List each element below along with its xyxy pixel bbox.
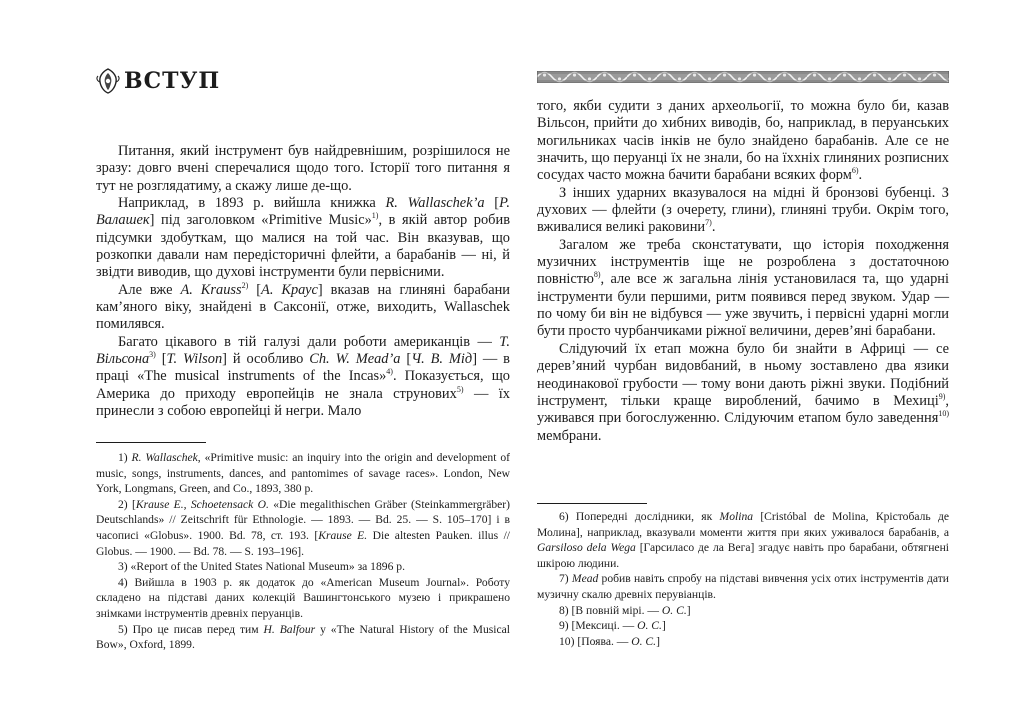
ornament-icon xyxy=(96,68,120,94)
footnote: 10) [Поява. — О. С.] xyxy=(559,634,660,648)
paragraph: Питання, який інструмент був найдревнішим, розрішилося не зразу: довго вчені сперечалися щодо того. Історії того питання я тут не розглядатиму, а скажу лише де-що. xyxy=(96,143,510,194)
paragraph: Наприклад, в 1893 р. вийшла книжка R. Wallaschek’a [Р. Валашек] під заголовком «Primitive Music»$^{1)}$, в якій автор робив підсумки здобуткам, що малися на той час. Він вказував, що розкопки давали нам передісторичні флейти, а барабанів — ні, й звідти виводив, що духові інструменти були первісними. xyxy=(96,195,511,281)
paragraph: З інших ударних вказувалося на мідні й бронзові бубенці. З духових — флейти (з очерету, глини), глиняні труби. Окрім того, вживалися великі раковини$^{7)}$. xyxy=(537,184,949,236)
right-page-body xyxy=(537,98,949,445)
footnote: 4) Вийшла в 1903 р. як додаток до «American Museum Journal». Роботу складено на підставі даних колекцій Вашингтонського музею і прикрашено знімками інструментів древніх перуанців. xyxy=(96,575,510,620)
left-footnotes xyxy=(96,450,510,653)
footnote: 6) Попередні дослідники, як Molina [Cristóbal de Molina, Крістобаль де Молина], наприклад, вказували моменти життя при яких уживалося барабанів, а Garsiloso dela Wega [Гарсиласо де ла Вега] згадує навіть про барабани, обтягнені шкірою людини. xyxy=(537,510,949,570)
paragraph: Але вже A. Krauss$^{2)}$ [А. Краус] вказав на глиняні барабани кам’яного віку, знайдені в Саксонії, отже, виходить, Wallaschek помилявся. xyxy=(96,280,510,333)
decorative-band xyxy=(537,71,949,83)
footnote: 7) Mead робив навіть спробу на підставі вивчення усіх отих інструментів дати музичну скалю древніх перувіанців. xyxy=(537,572,949,601)
paragraph: Загалом же треба сконстатувати, що історія походження музичних інструментів іще не розроблена з достаточною повністю$^{8)}$, але все ж загальна лінія установилася та, що ударні інструменти були першими, ритм появився перед звуком. Удар — по чому би він не відбувся — уже звучить, і первісні ударні могли бути просто чурбанчиками ріжної величини, дерев’яні барабани. xyxy=(537,236,949,340)
footnote: 5) Про це писав перед тим H. Balfour у «The Natural History of the Musical Bow», Oxford, 1899. xyxy=(96,622,510,652)
paragraph: Багато цікавого в тій галузі дали роботи американців — Т. Вільсона$^{3)}$ [T. Wilson] й особливо Ch. W. Mead’a [Ч. В. Мід] — в праці «The musical instruments of the Incas»$^{4)}$. Показується, що Америка до приходу европейців не знала струнових$^{5)}$ — їх принесли з собою европейці й негри. Мало xyxy=(96,333,510,420)
page-title: ВСТУП xyxy=(124,68,221,94)
footnote: 2) [Krause E., Schoetensack O. «Die megalithischen Gräber (Steinkammergräber) Deutschlands» // Zeitschrift für Ethnologie. — 1893. — Bd. 25. — S. 105–170] і в часописі «Globus». 1900. Bd. 78, ст. 193. [Krause E. Die altesten Pauken. illus // Globus. — 1900. — Bd. 78. — S. 193–196]. xyxy=(96,497,511,558)
footnote: 9) [Мексиці. — О. С.] xyxy=(559,619,666,633)
paragraph: того, якби судити з даних археольогії, то можна було би, казав Вільсон, прийти до хибних виводів, бо, наприклад, в перуанських могильниках часів інків не було знайдено барабанів. Але се не значить, що перуанці їх не знали, бо на їххніх глиняних розписних сосудах часто можна бачити барабани всяких форм$^{6)}$. xyxy=(537,98,949,184)
footnote: 1) R. Wallaschek, «Primitive music: an inquiry into the origin and development of music, songs, instruments, dances, and pantomimes of savage races». London, New York, Longmans, Green, and Co., 1893, 380 p. xyxy=(96,451,510,496)
footnote-divider xyxy=(96,442,206,443)
section-heading xyxy=(96,64,220,98)
paragraph: Слідуючий їх етап можна було би знайти в Африці — се дерев’яний чурбан видовбаний, в ньому зоставлено два язики неодинакової грубости — тому вони дають ріжні звуки. Подібний інструмент, тільки краще вироблений, бачимо в Мехиці$^{9)}$, уживався при богослуженню. Слідуючим етапом було заведення$^{10)}$ мембрани. xyxy=(537,340,949,444)
left-page-body xyxy=(96,143,510,421)
right-footnotes xyxy=(537,509,949,649)
footnote: 8) [В повній мірі. — О. С.] xyxy=(559,603,691,617)
footnote: 3) «Report of the United States National Museum» за 1896 р. xyxy=(118,560,405,574)
footnote-divider xyxy=(537,503,647,504)
